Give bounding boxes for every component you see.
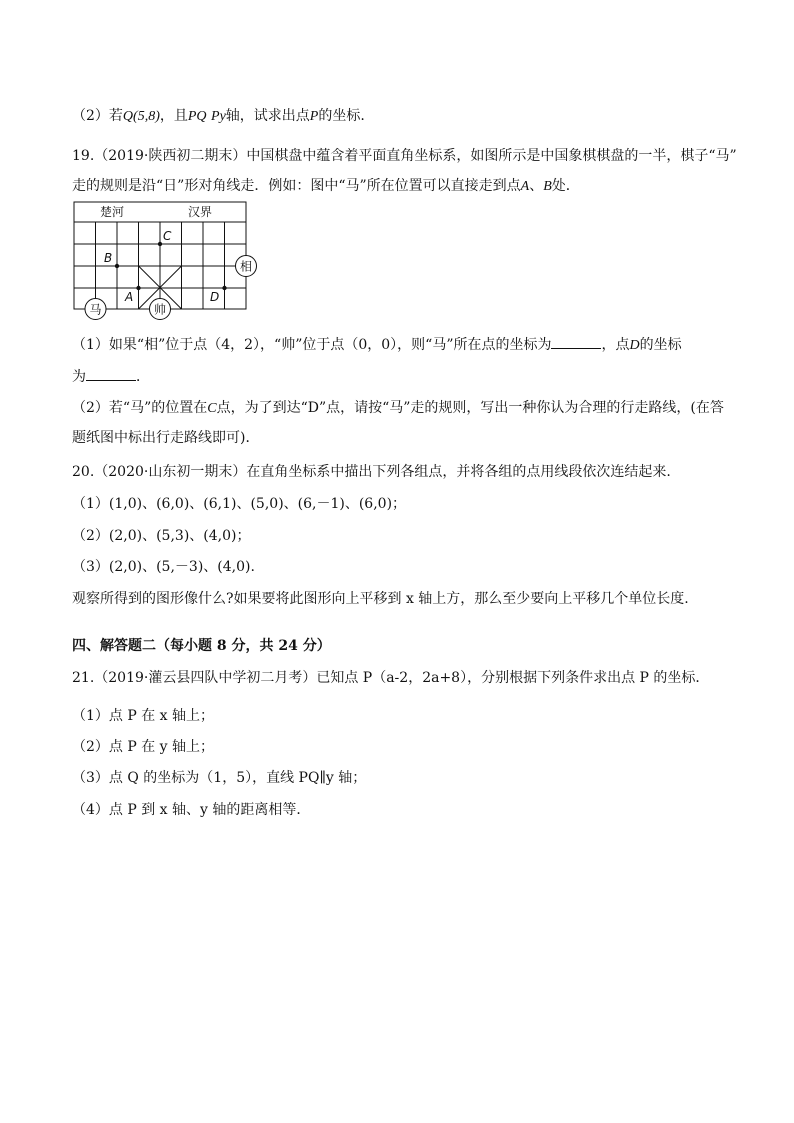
q19-title-line2: 走的规则是沿“日”形对角线走．例如：图中“马”所在位置可以直接走到点A、B处． — [72, 178, 580, 194]
point-A-label: A — [125, 290, 134, 304]
point-A — [136, 286, 140, 290]
piece-ma-label: 马 — [89, 302, 102, 317]
point-D — [222, 286, 226, 290]
q20-item1: （1）(1,0)、(6,0)、(6,1)、(5,0)、(6,－1)、(6,0)； — [72, 496, 407, 512]
point-B — [115, 264, 119, 268]
point-B-label: B — [104, 251, 113, 265]
q21-item1: （1）点 P 在 x 轴上； — [72, 708, 215, 724]
q19-part2-line1: （2）若“马”的位置在C点，为了到达“D”点，请按“马”走的规则，写出一种你认为合理的行走路线，(在答 — [72, 400, 724, 416]
q21-item2: （2）点 P 在 y 轴上； — [72, 739, 215, 755]
point-C-label: C — [163, 229, 172, 243]
q21-item4: （4）点 P 到 x 轴、y 轴的距离相等． — [72, 802, 311, 818]
q20-item2: （2）(2,0)、(5,3)、(4,0)； — [72, 528, 251, 544]
q20-title: 20.（2020·山东初一期末）在直角坐标系中描出下列各组点，并将各组的点用线段依次连结起来. — [72, 464, 671, 480]
q20-item3: （3）(2,0)、(5,－3)、(4,0). — [72, 559, 255, 575]
q19-part1-line1: （1）如果“相”位于点（4，2），“帅”位于点（0，0），则“马”所在点的坐标为 ，点D的坐标 — [72, 334, 682, 356]
q21-title: 21.（2019·灌云县四队中学初二月考）已知点 P（a-2，2a+8），分别根据下列条件求出点 P 的坐标． — [72, 670, 710, 686]
q21-item3: （3）点 Q 的坐标为（1，5），直线 PQ∥y 轴； — [72, 770, 367, 786]
chess-board-figure — [72, 200, 272, 325]
q19-part2-line2: 题纸图中标出行走路线即可)． — [72, 430, 260, 446]
point-D-label: D — [210, 290, 220, 304]
answer-blank[interactable] — [551, 334, 601, 349]
q18-part2: （2）若Q(5,8)，且PQ Py轴，试求出点P的坐标. — [72, 108, 365, 124]
section-heading: 四、解答题二（每小题 8 分，共 24 分） — [72, 638, 331, 654]
piece-shuai-label: 帅 — [153, 302, 167, 317]
q20-question: 观察所得到的图形像什么?如果要将此图形向上平移到 x 轴上方，那么至少要向上平移几个单位长度. — [72, 591, 689, 607]
answer-blank[interactable] — [86, 366, 136, 381]
river-left-label: 楚河 — [100, 205, 125, 219]
q19-title-line1: 19.（2019·陕西初二期末）中国棋盘中蕴含着平面直角坐标系，如图所示是中国象棋棋盘的一半，棋子“马” — [72, 148, 737, 164]
piece-xiang-label: 相 — [239, 259, 253, 274]
point-C — [158, 242, 162, 246]
river-right-label: 汉界 — [188, 205, 213, 219]
q19-part1-line2: 为 ． — [72, 366, 150, 387]
